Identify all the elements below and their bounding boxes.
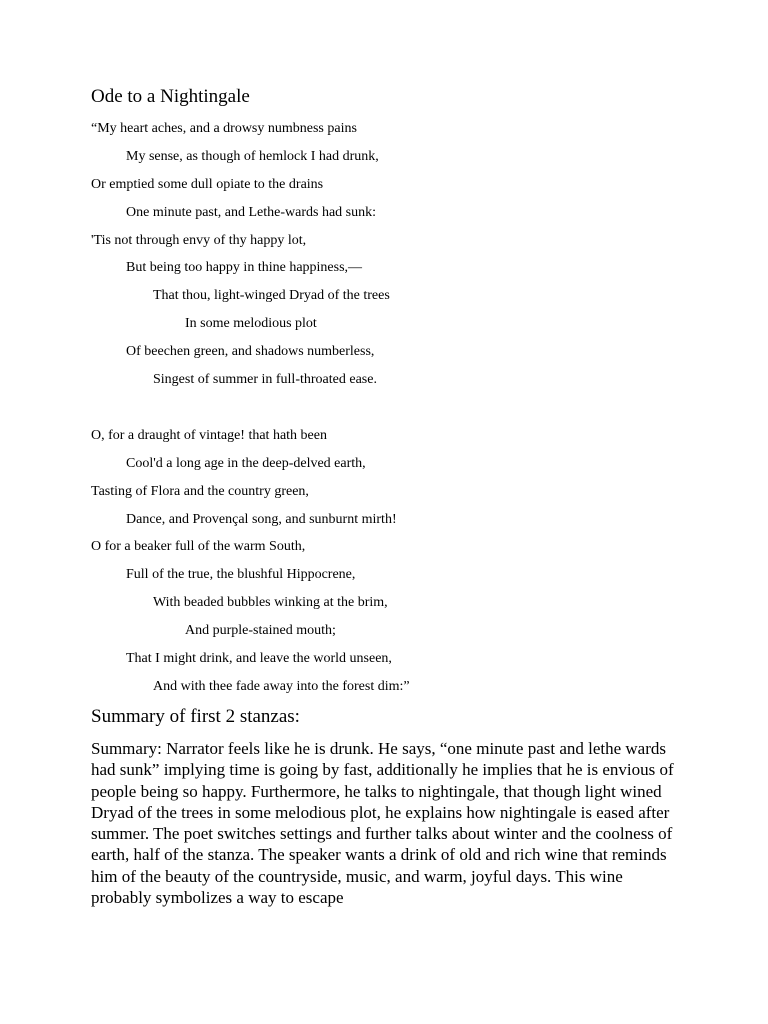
poem-line: Of beechen green, and shadows numberless, xyxy=(126,344,375,359)
poem-line: That thou, light-winged Dryad of the trees xyxy=(153,288,390,303)
poem-line: With beaded bubbles winking at the brim, xyxy=(153,595,388,610)
poem-line: O for a beaker full of the warm South, xyxy=(91,539,306,554)
poem-line: Tasting of Flora and the country green, xyxy=(91,484,309,499)
poem-line: Singest of summer in full-throated ease. xyxy=(153,372,377,387)
poem-line: Or emptied some dull opiate to the drains xyxy=(91,177,324,192)
summary-heading: Summary of first 2 stanzas: xyxy=(91,706,300,727)
poem-line: And with thee fade away into the forest dim:” xyxy=(153,679,410,694)
poem-line: And purple-stained mouth; xyxy=(185,623,336,638)
poem-line: “My heart aches, and a drowsy numbness pains xyxy=(91,121,357,136)
poem-line: O, for a draught of vintage! that hath been xyxy=(91,428,327,443)
poem-line: That I might drink, and leave the world unseen, xyxy=(126,651,392,666)
poem-line: In some melodious plot xyxy=(185,316,317,331)
poem-line: One minute past, and Lethe-wards had sunk: xyxy=(126,205,376,220)
poem-line: Cool'd a long age in the deep-delved earth, xyxy=(126,456,366,471)
poem-line: Full of the true, the blushful Hippocrene, xyxy=(126,567,356,582)
summary-paragraph: Summary: Narrator feels like he is drunk. He says, “one minute past and lethe wards had sunk” implying time is going by fast, additionally he implies that he is envious of people being so happy. Furthermore, he talks to nightingale, that though light wined Dryad of the trees in some melodious plot, he explains how nightingale is eased after summer. The poet switches settings and further talks about winter and the coolness of earth, half of the stanza. The speaker wants a drink of old and rich wine that reminds him of the beauty of the countryside, music, and warm, joyful days. This wine probably symbolizes a way to escape xyxy=(91,739,674,908)
poem-line: My sense, as though of hemlock I had drunk, xyxy=(126,149,379,164)
poem-line: But being too happy in thine happiness,— xyxy=(126,260,363,275)
poem-line: 'Tis not through envy of thy happy lot, xyxy=(91,233,307,248)
poem-line: Dance, and Provençal song, and sunburnt mirth! xyxy=(126,512,397,527)
poem-title: Ode to a Nightingale xyxy=(91,86,250,107)
